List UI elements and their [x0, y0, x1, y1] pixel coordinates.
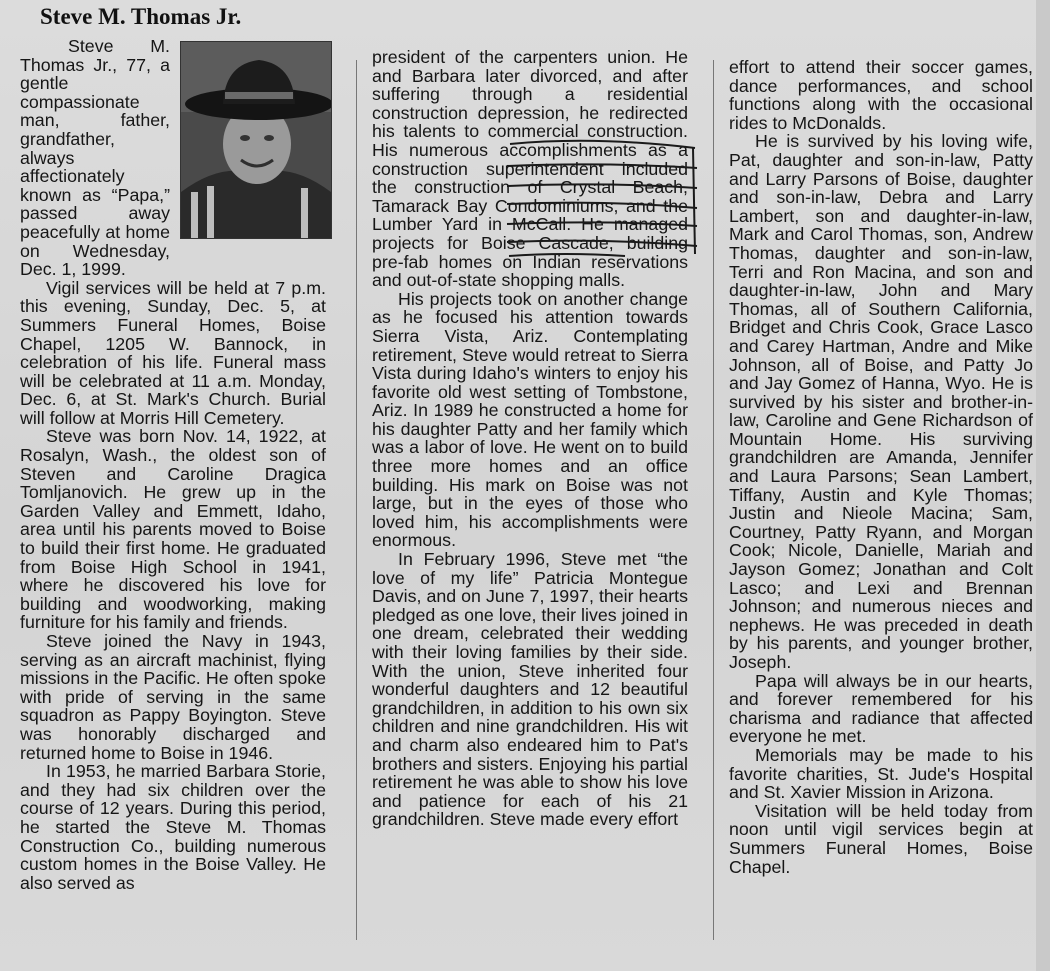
paragraph-second-marriage: In February 1996, Steve met “the love of my life” Patricia Montegue Davis, and on June 7, 1997, their hearts pledged as one love, their lives joined in one dream, celebrated their wedding with their loving families by their side. With the union, Steve inherited four wonderful daughters and 12 beautiful grandchildren, in addition to his own six children and nine grandchildren. His wit and charm also endeared him to Pat's brothers and sisters. Enjoying his partial retirement he was able to show his love and patience for each of his 21 grandchildren. Steve made every effort	[372, 549, 688, 830]
paragraph-career: president of the carpenters union. He and Barbara later divorced, and after suffering through a residential construction depression, he redirected his talents to commercial construction. His numerous accomplishments as a construction superintendent included the construction of Crystal Beach, Tamarack Bay Condominiums, and the Lumber Yard in McCall. He managed projects for Boise Cascade, building pre-fab homes on Indian reservations and out-of-state shopping malls.	[372, 47, 688, 291]
paragraph-memorials: Memorials may be made to his favorite charities, St. Jude's Hospital and St. Xavier Mission in Arizona.	[729, 744, 1033, 803]
scan-edge	[1036, 0, 1050, 971]
paragraph-navy: Steve joined the Navy in 1943, serving as an aircraft machinist, flying missions in the Pacific. He often spoke with pride of serving in the same squadron as Pappy Boyington. Steve was honorably discharged and returned home to Boise in 1946.	[20, 631, 326, 763]
portrait-photo-icon	[180, 41, 332, 239]
paragraph-services: Vigil services will be held at 7 p.m. this evening, Sunday, Dec. 5, at Summers Funeral Homes, Boise Chapel, 1205 W. Bannock, in celebration of his life. Funeral mass will be celebrated at 11 a.m. Monday, Dec. 6, at St. Mark's Church. Burial will follow at Morris Hill Cemetery.	[20, 277, 326, 428]
paragraph-survivors: He is survived by his loving wife, Pat, daughter and son-in-law, Patty and Larry Parsons of Boise, daughter and son-in-law, Debra and Larry Lambert, son and daughter-in-law, Mark and Carol Thomas, son, Andrew Thomas, daughter and son-in-law, Terri and Ron Macina, and son and daughter-in-law, John and Mary Thomas, all of Southern California, Bridget and Chris Cook, Grace Lasco and Carey Hartman, Andre and Mike Johnson, all of Boise, and Patty Jo and Jay Gomez of Hanna, Wyo. He is survived by his sister and brother-in-law, Caroline and Gene Richardson of Mountain Home. His surviving grandchildren are Amanda, Jennifer and Laura Parsons; Sean Lambert, Tiffany, Austin and Kyle Thomas; Justin and Nieole Macina; Sam, Courtney, Patty Ryann, and Morgan Cook; Nicole, Danielle, Mariah and Jayson Gomez; Jonathan and Colt Lasco; and Lexi and Brennan Johnson; and numerous nieces and nephews. He was preceded in death by his parents, and younger brother, Joseph.	[729, 131, 1033, 672]
paragraph-marriage: In 1953, he married Barbara Storie, and they had six children over the course of 12 years. During this period, he started the Steve M. Thomas Construction Co., building numerous custom homes in the Boise Valley. He also served as	[20, 761, 326, 893]
column-one	[20, 37, 326, 892]
column-rule	[356, 60, 357, 940]
column-two	[372, 48, 688, 829]
column-three	[729, 58, 1033, 876]
paragraph-death-notice: Steve M. Thomas Jr., 77, a gentle compassionate man, father, grandfather, always affectionately known as “Papa,” passed away peacefully at home on Wednesday, Dec. 1, 1999.	[20, 36, 170, 280]
paragraph-visitation: Visitation will be held today from noon until vigil services begin at Summers Funeral Homes, Boise Chapel.	[729, 800, 1033, 877]
obituary-headline: Steve M. Thomas Jr.	[40, 4, 242, 29]
paragraph-sierra-vista: His projects took on another change as he focused his attention towards Sierra Vista, Ariz. Contemplating retirement, Steve would retreat to Sierra Vista during Idaho's winters to enjoy his favorite old west setting of Tombstone, Ariz. In 1989 he constructed a home for his daughter Patty and her family which was a labor of love. He went on to build three more homes and an office building. His mark on Boise was not large, but in the eyes of those who loved him, his accomplishments were enormous.	[372, 288, 688, 551]
paragraph-early-life: Steve was born Nov. 14, 1922, at Rosalyn, Wash., the oldest son of Steven and Caroline Dragica Tomljanovich. He grew up in the Garden Valley and Emmett, Idaho, area until his parents moved to Boise to build their first home. He graduated from Boise High School in 1941, where he discovered his love for building and woodworking, making furniture for his family and friends.	[20, 426, 326, 633]
column-rule	[713, 60, 714, 940]
paragraph-remembrance: Papa will always be in our hearts, and forever remembered for his charisma and radiance that affected everyone he met.	[729, 670, 1033, 747]
paragraph-grandchildren-activities: effort to attend their soccer games, dance performances, and school functions along with the occasional rides to McDonalds.	[729, 57, 1033, 133]
